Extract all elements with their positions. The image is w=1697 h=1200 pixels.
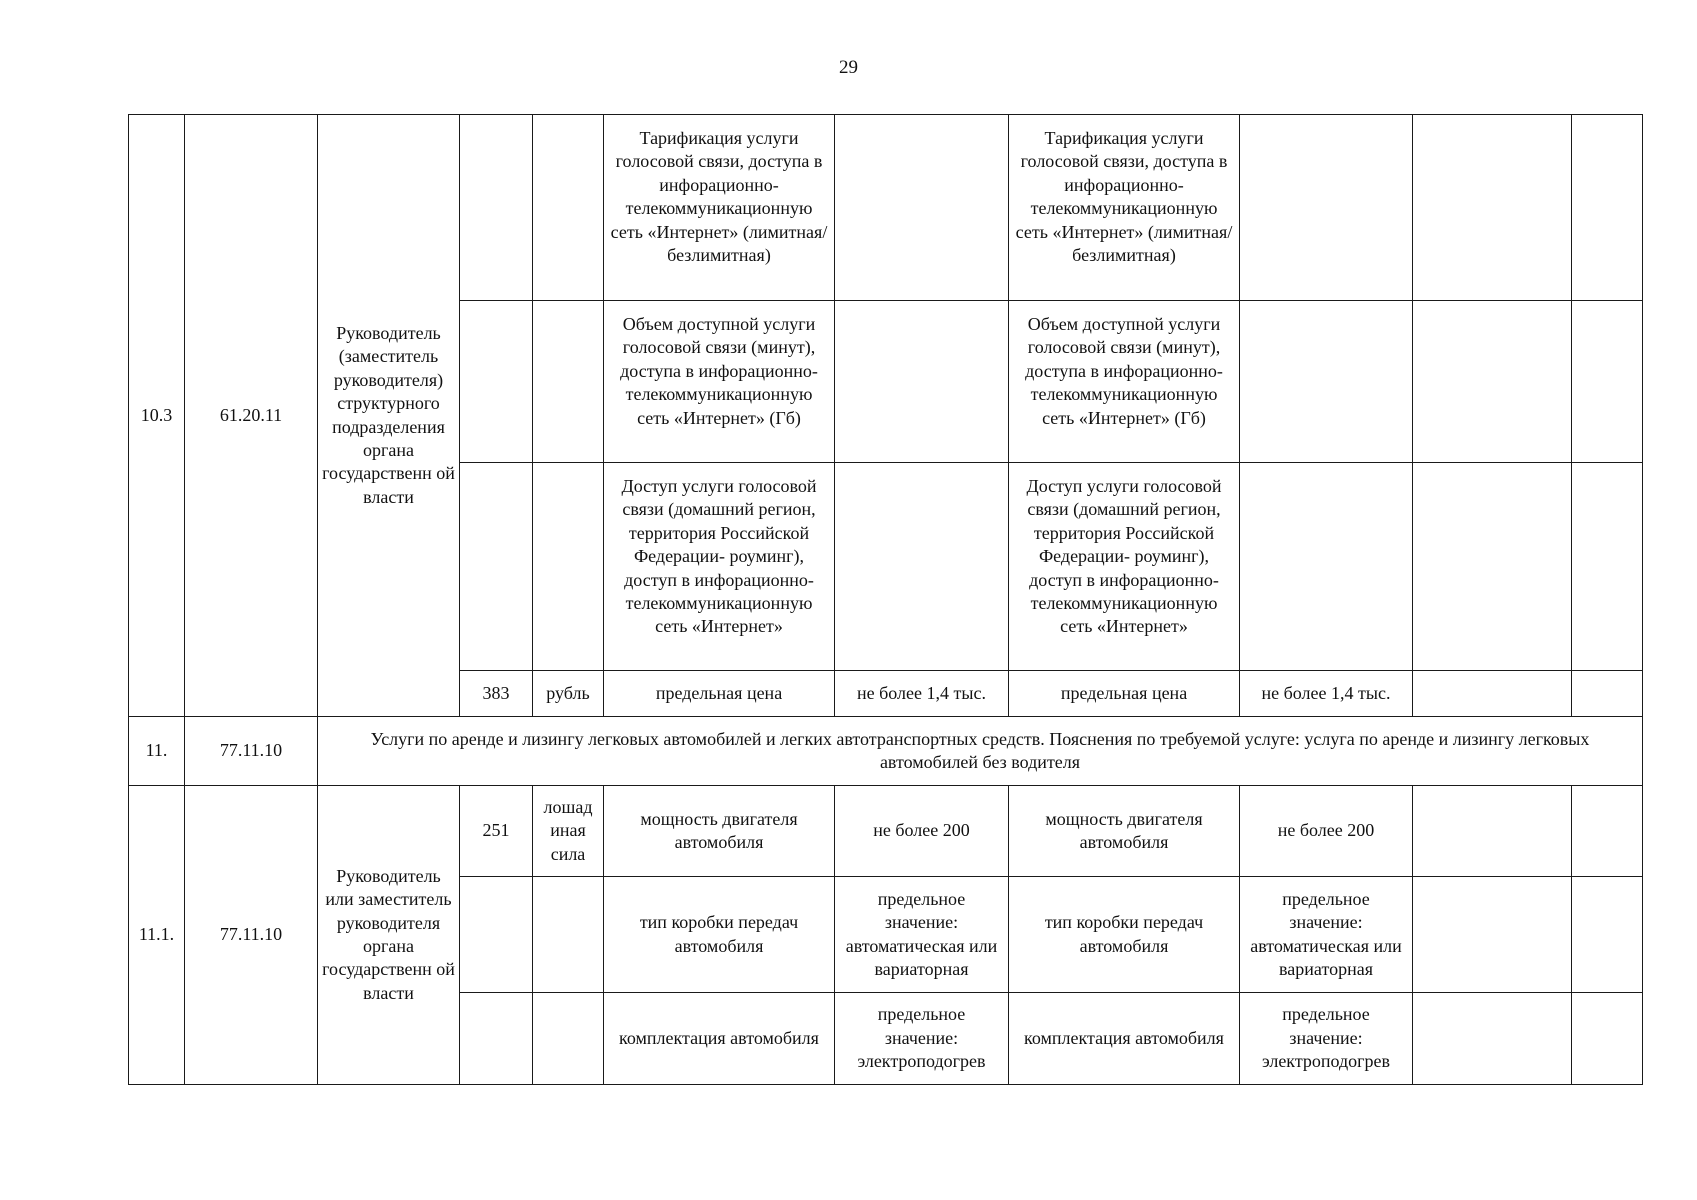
okei-code: 251 bbox=[460, 786, 533, 877]
position-cell: Руководитель (заместитель руководителя) структурного подразделения органа государственн ой власти bbox=[318, 115, 460, 717]
okei-code: 383 bbox=[460, 671, 533, 717]
unit-name bbox=[533, 115, 604, 301]
characteristic-name-2: Объем доступной услуги голосовой связи (минут), доступа в инфорационно-телекоммуникационную сеть «Интернет» (Гб) bbox=[1009, 301, 1240, 463]
characteristic-name-2: предельная цена bbox=[1009, 671, 1240, 717]
characteristic-name: Тарификация услуги голосовой связи, доступа в инфорационно-телекоммуникационную сеть «Интернет» (лимитная/безлимитная) bbox=[604, 115, 835, 301]
row-number: 11. bbox=[129, 717, 185, 786]
characteristic-value bbox=[835, 463, 1009, 671]
unit-name bbox=[533, 463, 604, 671]
okpd-code: 77.11.10 bbox=[185, 786, 318, 1085]
characteristic-name-2: мощность двигателя автомобиля bbox=[1009, 786, 1240, 877]
empty-cell bbox=[1413, 877, 1572, 993]
empty-cell bbox=[1572, 115, 1643, 301]
unit-name bbox=[533, 877, 604, 993]
position-cell: Руководитель или заместитель руководителя органа государственн ой власти bbox=[318, 786, 460, 1085]
service-description: Услуги по аренде и лизингу легковых автомобилей и легких автотранспортных средств. Пояснения по требуемой услуге: услуга по аренде и лизингу легковых автомобилей без водителя bbox=[318, 717, 1643, 786]
table-row bbox=[129, 786, 1643, 877]
requirements-table bbox=[128, 114, 1643, 1085]
characteristic-name-2: Доступ услуги голосовой связи (домашний регион, территория Российской Федерации- роуминг), доступ в инфорационно-телекоммуникационную сеть «Интернет» bbox=[1009, 463, 1240, 671]
characteristic-value: не более 1,4 тыс. bbox=[835, 671, 1009, 717]
empty-cell bbox=[1572, 993, 1643, 1085]
characteristic-value: не более 200 bbox=[835, 786, 1009, 877]
empty-cell bbox=[1572, 463, 1643, 671]
unit-name bbox=[533, 301, 604, 463]
unit-name bbox=[533, 993, 604, 1085]
characteristic-name: Доступ услуги голосовой связи (домашний регион, территория Российской Федерации- роуминг), доступ в инфорационно-телекоммуникационную сеть «Интернет» bbox=[604, 463, 835, 671]
characteristic-value-2: предельное значение: электроподогрев bbox=[1240, 993, 1413, 1085]
okei-code bbox=[460, 993, 533, 1085]
okpd-code: 77.11.10 bbox=[185, 717, 318, 786]
okei-code bbox=[460, 463, 533, 671]
empty-cell bbox=[1572, 301, 1643, 463]
unit-name: рубль bbox=[533, 671, 604, 717]
empty-cell bbox=[1572, 877, 1643, 993]
characteristic-name: комплектация автомобиля bbox=[604, 993, 835, 1085]
characteristic-value-2 bbox=[1240, 463, 1413, 671]
characteristic-name: Объем доступной услуги голосовой связи (минут), доступа в инфорационно-телекоммуникационную сеть «Интернет» (Гб) bbox=[604, 301, 835, 463]
characteristic-value-2 bbox=[1240, 301, 1413, 463]
characteristic-value-2 bbox=[1240, 115, 1413, 301]
empty-cell bbox=[1413, 301, 1572, 463]
characteristic-value bbox=[835, 115, 1009, 301]
unit-name: лошад иная сила bbox=[533, 786, 604, 877]
characteristic-value: предельное значение: автоматическая или вариаторная bbox=[835, 877, 1009, 993]
okei-code bbox=[460, 877, 533, 993]
empty-cell bbox=[1413, 786, 1572, 877]
empty-cell bbox=[1572, 671, 1643, 717]
characteristic-value: предельное значение: электроподогрев bbox=[835, 993, 1009, 1085]
empty-cell bbox=[1413, 993, 1572, 1085]
characteristic-name: тип коробки передач автомобиля bbox=[604, 877, 835, 993]
characteristic-name-2: тип коробки передач автомобиля bbox=[1009, 877, 1240, 993]
okpd-code: 61.20.11 bbox=[185, 115, 318, 717]
characteristic-value-2: предельное значение: автоматическая или вариаторная bbox=[1240, 877, 1413, 993]
empty-cell bbox=[1413, 671, 1572, 717]
table-row bbox=[129, 115, 1643, 301]
characteristic-value bbox=[835, 301, 1009, 463]
characteristic-name: мощность двигателя автомобиля bbox=[604, 786, 835, 877]
empty-cell bbox=[1413, 115, 1572, 301]
characteristic-value-2: не более 1,4 тыс. bbox=[1240, 671, 1413, 717]
table-row bbox=[129, 717, 1643, 786]
characteristic-name-2: Тарификация услуги голосовой связи, доступа в инфорационно-телекоммуникационную сеть «Интернет» (лимитная/безлимитная) bbox=[1009, 115, 1240, 301]
characteristic-name-2: комплектация автомобиля bbox=[1009, 993, 1240, 1085]
row-number: 11.1. bbox=[129, 786, 185, 1085]
characteristic-value-2: не более 200 bbox=[1240, 786, 1413, 877]
empty-cell bbox=[1413, 463, 1572, 671]
characteristic-name: предельная цена bbox=[604, 671, 835, 717]
row-number: 10.3 bbox=[129, 115, 185, 717]
okei-code bbox=[460, 115, 533, 301]
okei-code bbox=[460, 301, 533, 463]
page-number: 29 bbox=[839, 57, 858, 78]
empty-cell bbox=[1572, 786, 1643, 877]
